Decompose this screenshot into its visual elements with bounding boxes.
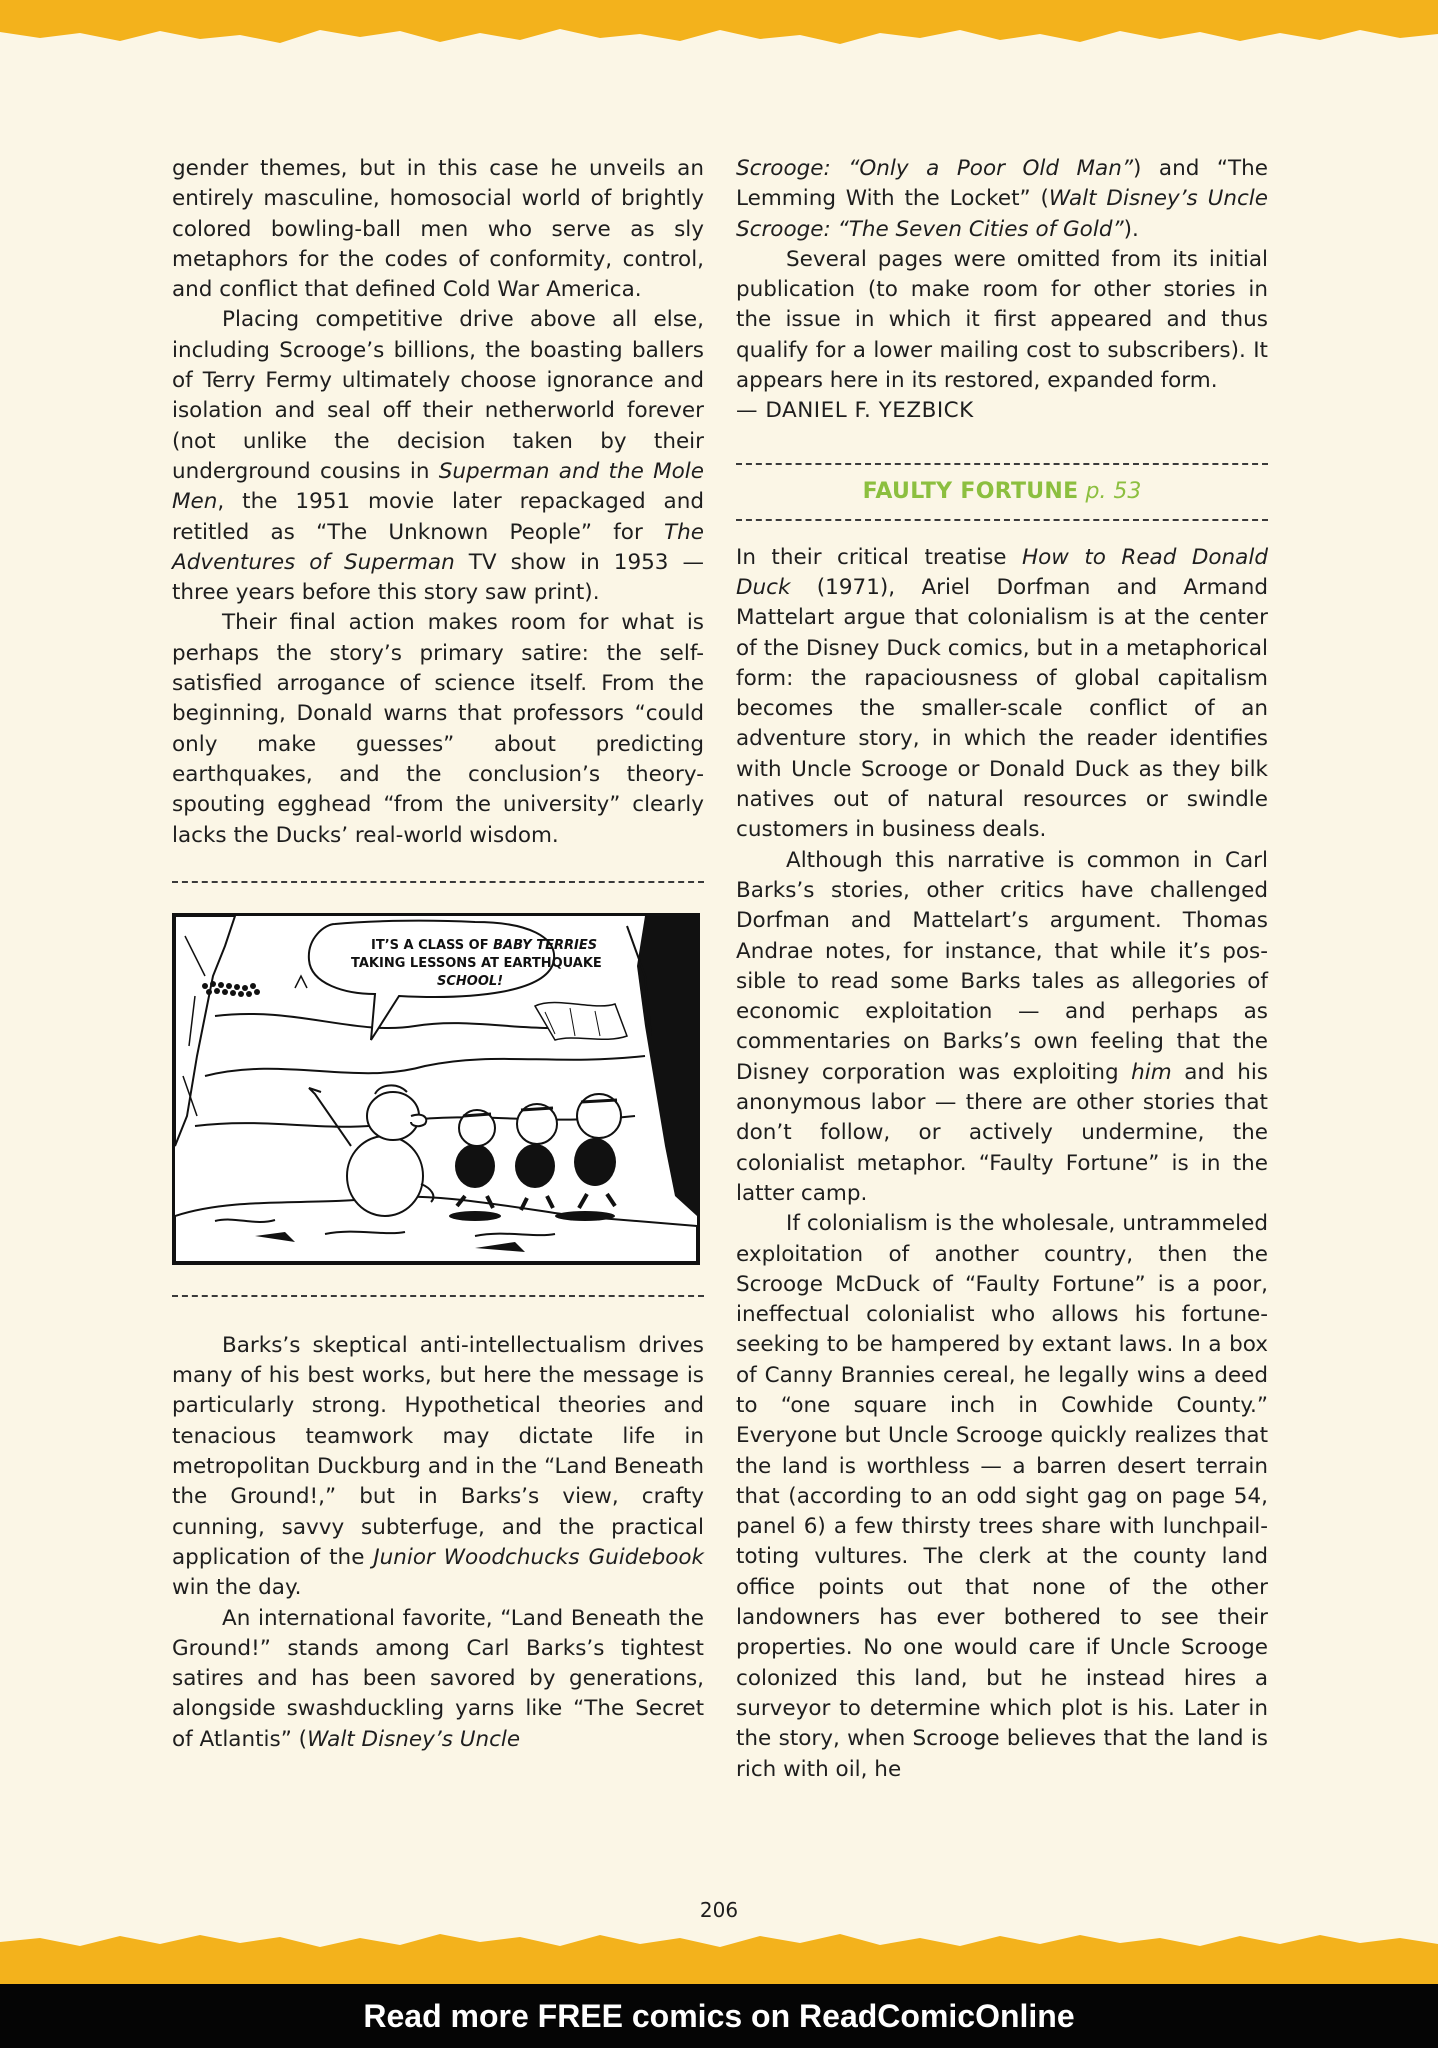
- right-paragraph-5: If colonialism is the wholesale, untrammeled exploitation of another country, then the Scrooge McDuck of “Faulty Fortune” is a poor, ineffectual colonialist who allows his fortune-seeking to be hampered by extant laws. In a box of Canny Brannies cereal, he legally wins a deed to “one square inch in Cowhide County.” Everyone but Uncle Scrooge quickly realizes that the land is worthless — a barren desert terrain that (according to an odd sight gag on page 54, panel 6) a few thirsty trees share with lunchpail-toting vultures. The clerk at the county land office points out that none of the other landowners has ever bothered to see their properties. No one would care if Uncle Scrooge colonized this land, but he instead hires a surveyor to determine which plot is his. Later in the story, when Scrooge believes that the land is rich with oil, he: [736, 1211, 1268, 1782]
- author-byline: — DANIEL F. YEZBICK: [736, 398, 974, 424]
- left-paragraph-2: Placing competitive drive above all else, including Scrooge’s billions, the boasting ballers of Terry Fermy ultimately choose ignorance and isolation and seal off their netherworld forever (not unlike the decision taken by their underground cousins in Superman and the Mole Men, the 1951 movie later repackaged and retitled as “The Unknown People” for The Adventures of Superman TV show in 1953 — three years before this story saw print).: [172, 307, 704, 606]
- section-title-page-ref: p. 53: [1085, 478, 1142, 504]
- right-paragraphs-bottom: [736, 543, 1268, 1785]
- section-title: [736, 477, 1268, 507]
- comic-panel-illustration: [172, 913, 700, 1265]
- balloon-line3: SCHOOL!: [437, 973, 504, 989]
- divider-above-section-title: [736, 463, 1268, 465]
- svg-text:IT’S A CLASS OF BABY TERRIES: [371, 938, 597, 953]
- bottom-color-band: [0, 1920, 1438, 1984]
- left-paragraph-4: Barks’s skeptical anti-intellectualism drives many of his best works, but here the message is particularly strong. Hypothetical theories and tenacious teamwork may dictate life in metropolitan Duckburg and in the “Land Beneath the Ground!,” but in Barks’s view, crafty cunning, savvy subterfuge, and the practical application of the Junior Woodchucks Guidebook win the day.: [172, 1332, 705, 1601]
- balloon-line2: TAKING LESSONS AT EARTHQUAKE: [351, 955, 602, 971]
- balloon-line1-a: IT’S A CLASS OF: [371, 937, 494, 953]
- right-paragraph-1: Scrooge: “Only a Poor Old Man”) and “The Lemming With the Locket” (Walt Disney’s Uncle Scrooge: “The Seven Cities of Gold”).: [736, 156, 1268, 242]
- left-paragraphs-bottom: [172, 1331, 704, 1755]
- right-paragraph-3: In their critical treatise How to Read Donald Duck (1971), Ariel Dorfman and Armand Mattelart argue that colonialism is at the center of the Disney Duck comics, but in a metaphorical form: the rapaciousness of global capitalism becomes the smaller-scale conflict of an adventure story, in which the reader identifies with Uncle Scrooge or Donald Duck as they bilk natives out of natural resources or swindle customers in business deals.: [736, 544, 1268, 843]
- right-paragraph-2: Several pages were omitted from its initial publication (to make room for other stories in the issue in which it first appeared and thus qualify for a lower mailing cost to subscribers). It appears here in its restored, expanded form.: [736, 246, 1268, 394]
- left-paragraph-1: gender themes, but in this case he unveils an entirely masculine, homosocial world of brightly colored bowling-ball men who serve as sly metaphors for the codes of conformity, control, and conflict that defined Cold War America.: [172, 156, 704, 303]
- balloon-line1-b: BABY TERRIES: [493, 937, 598, 953]
- comic-panel-art: [175, 916, 697, 1262]
- left-column: [172, 154, 704, 1755]
- left-paragraphs-top: [172, 154, 704, 851]
- right-paragraphs-top: [736, 154, 1268, 396]
- top-color-band: [0, 0, 1438, 58]
- left-paragraph-3: Their final action makes room for what is perhaps the story’s primary satire: the self-satisfied arrogance of science itself. From the beginning, Donald warns that professors “could only make guesses” about predicting earthquakes, and the conclusion’s theory-spouting egghead “from the university” clearly lacks the Ducks’ real-world wisdom.: [172, 610, 704, 848]
- divider-above-panel: [172, 881, 704, 883]
- right-paragraph-4: Although this narrative is common in Carl Barks’s stories, other critics have challenged Dorfman and Mattelart’s argument. Thomas Andrae notes, for instance, that while it’s possible to read some Barks tales as allegories of economic exploitation — and perhaps as commentaries on Barks’s own feeling that the Disney corporation was exploiting him and his anonymous labor — there are other stories that don’t follow, or actively undermine, the colonialist metaphor. “Faulty Fortune” is in the latter camp.: [736, 847, 1269, 1206]
- left-paragraph-5: An international favorite, “Land Beneath the Ground!” stands among Carl Barks’s tightest satires and has been savored by generations, alongside swashduckling yarns like “The Secret of Atlantis” (Walt Disney’s Uncle: [172, 1605, 704, 1752]
- section-title-text: FAULTY FORTUNE: [862, 478, 1079, 504]
- right-column: [736, 154, 1268, 1785]
- read-more-banner[interactable]: Read more FREE comics on ReadComicOnline: [0, 1984, 1438, 2048]
- page-number: 206: [699, 1898, 739, 1922]
